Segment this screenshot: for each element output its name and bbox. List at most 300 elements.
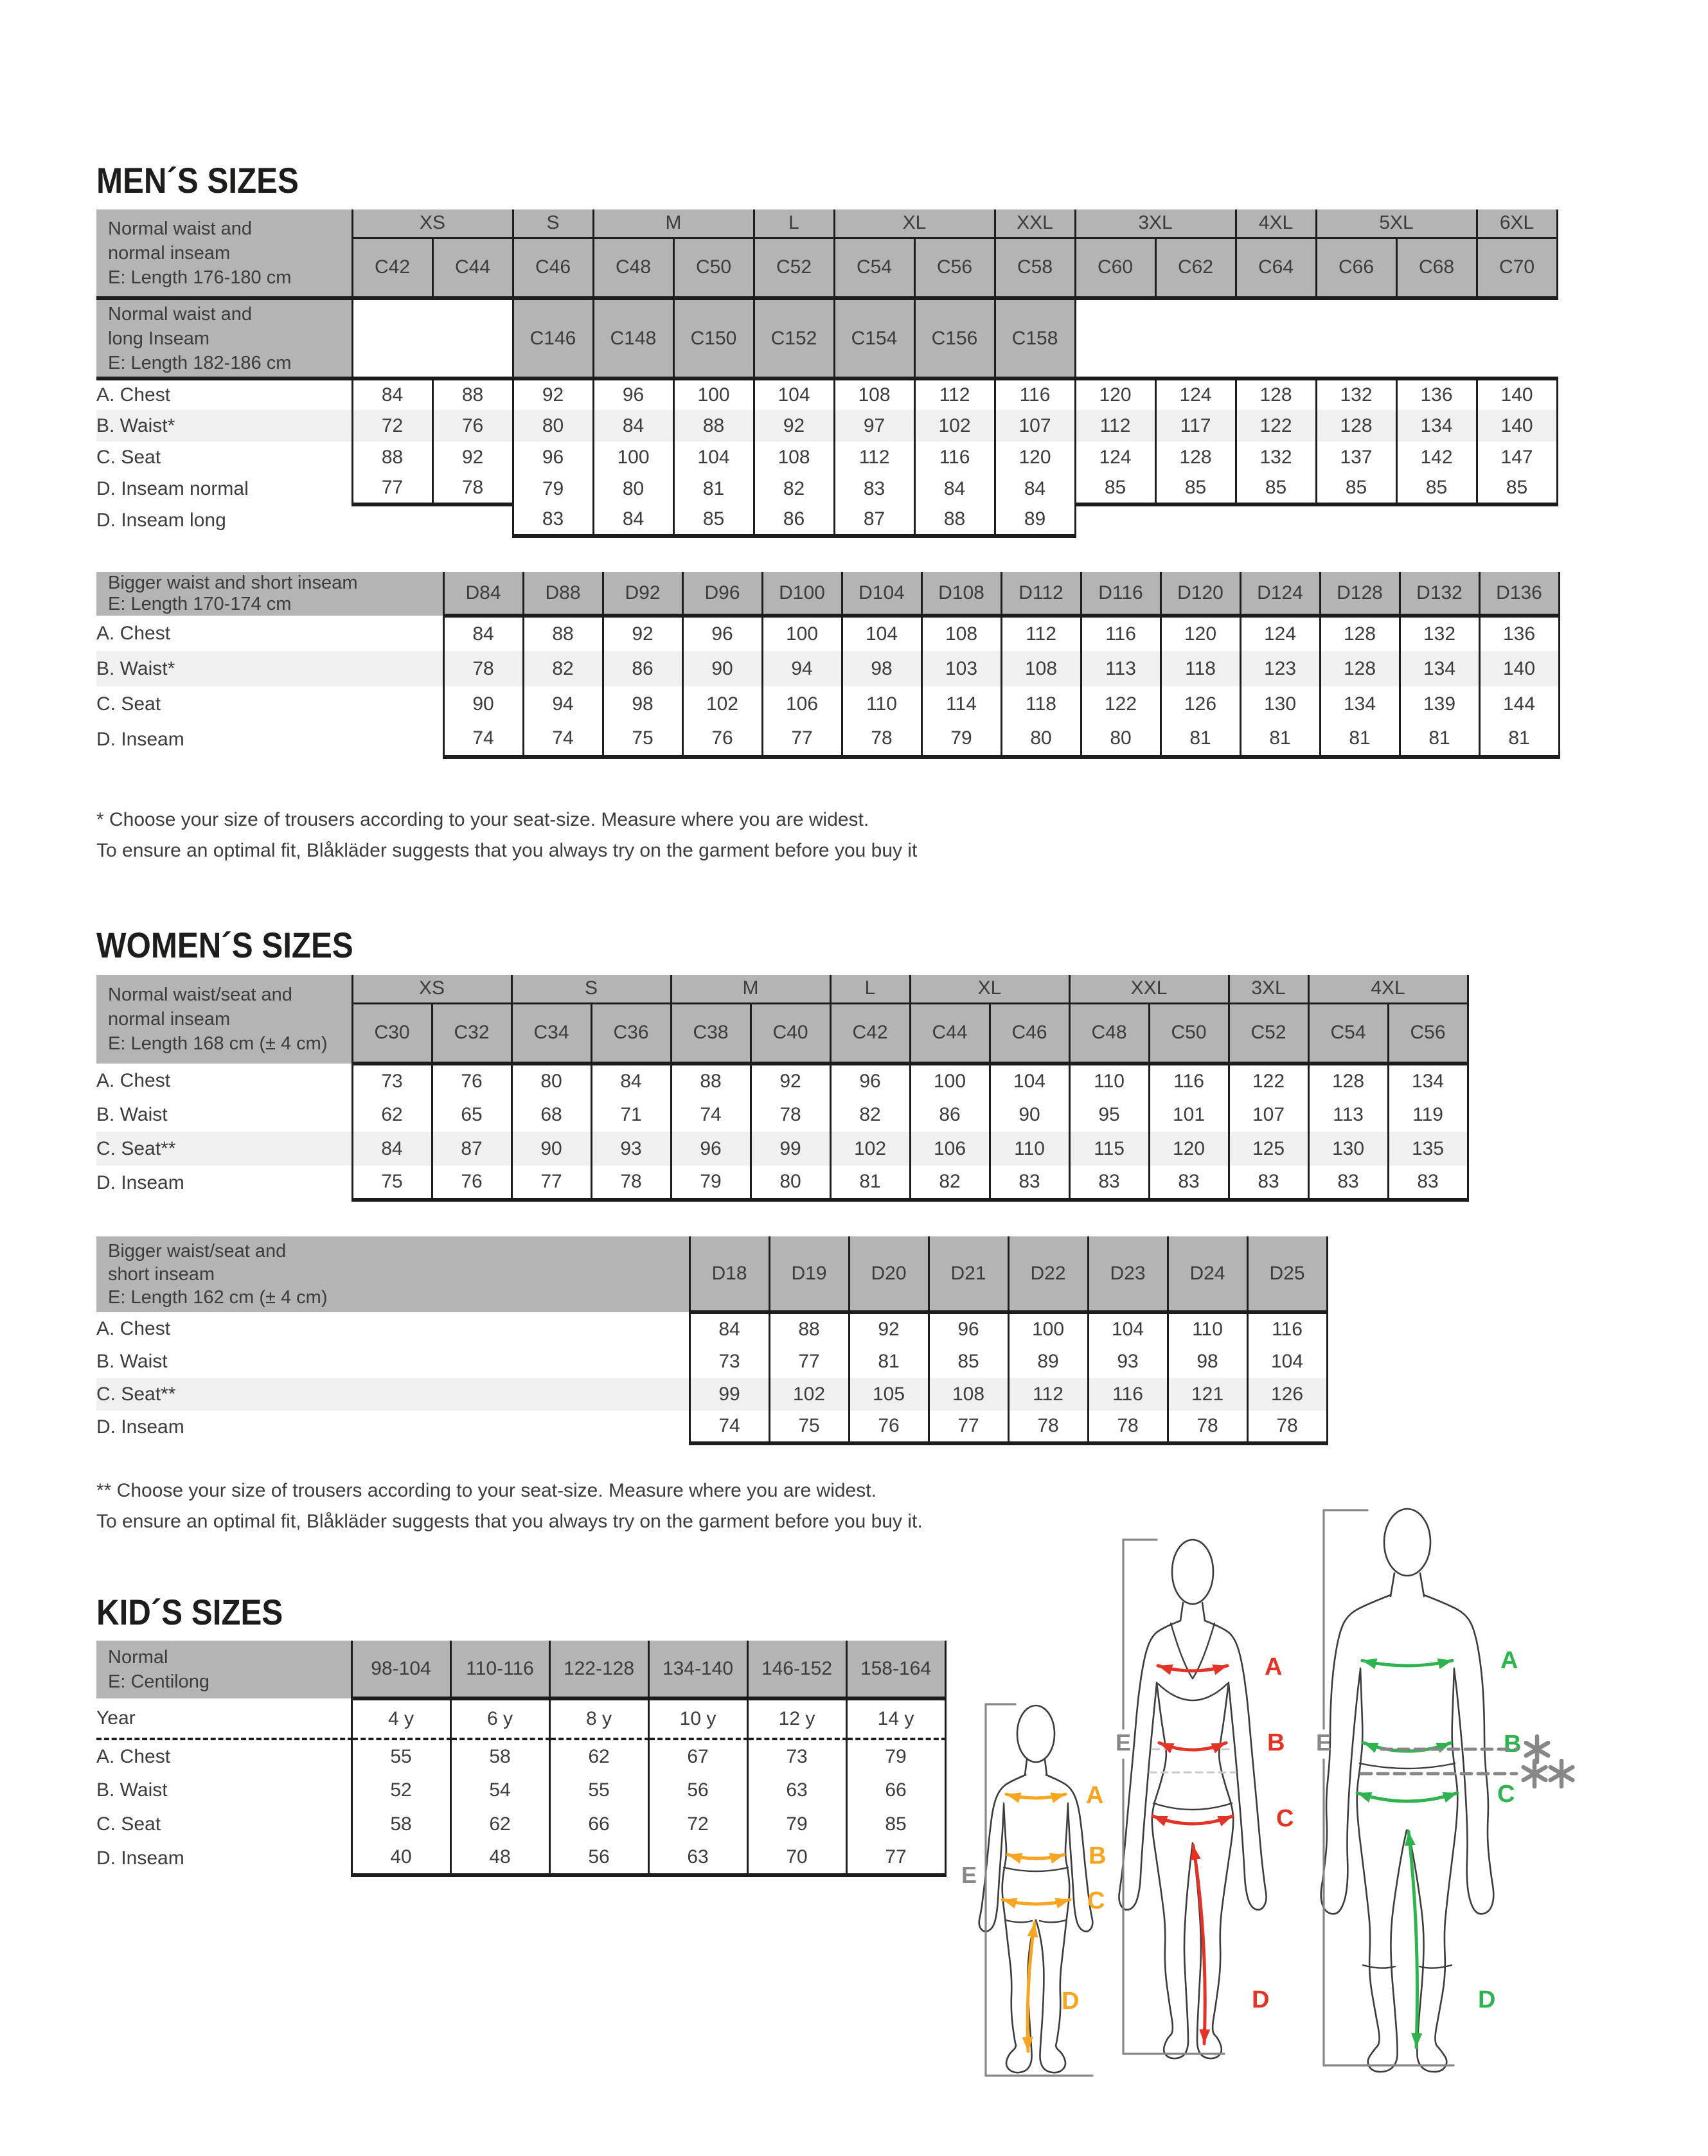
size-group-header: S: [513, 209, 593, 238]
value-cell: 67: [648, 1739, 747, 1773]
value-cell: 78: [1168, 1411, 1247, 1443]
table-description-label: Normal waist/seat and normal inseam E: Length 168 cm (± 4 cm): [96, 975, 352, 1064]
value-cell: 108: [1001, 651, 1081, 686]
value-cell: 78: [1247, 1411, 1327, 1443]
value-cell: 125: [1229, 1132, 1308, 1166]
value-cell: 98: [842, 651, 921, 686]
value-cell: 124: [1075, 441, 1155, 473]
value-cell: 76: [682, 722, 762, 757]
size-group-header: 4XL: [1236, 209, 1316, 238]
year-cell: 12 y: [747, 1698, 846, 1739]
value-cell: 80: [512, 1064, 591, 1098]
size-header: D22: [1008, 1236, 1088, 1312]
value-cell: 124: [1155, 379, 1236, 410]
value-cell: 128: [1316, 410, 1396, 441]
size-header: C52: [754, 238, 834, 298]
value-cell: 110: [990, 1132, 1069, 1166]
value-cell: 116: [1088, 1378, 1168, 1411]
size-group-header: M: [593, 209, 754, 238]
value-cell: 108: [834, 379, 914, 410]
value-cell: 116: [1081, 616, 1161, 651]
outline-path: [1391, 1573, 1394, 1596]
size-header: D120: [1161, 572, 1240, 616]
value-cell: 106: [910, 1132, 990, 1166]
value-cell: 110: [1069, 1064, 1149, 1098]
value-cell: 78: [1088, 1411, 1168, 1443]
value-cell: 88: [671, 1064, 751, 1098]
value-cell: 81: [1320, 722, 1400, 757]
arrowhead: [1212, 1664, 1227, 1675]
woman-label-b: B: [1267, 1729, 1285, 1756]
value-cell: 120: [995, 441, 1075, 473]
value-cell: 104: [1088, 1312, 1168, 1345]
mens-normal-size-table: [96, 209, 1558, 538]
size-header: D19: [769, 1236, 849, 1312]
value-cell: 140: [1477, 379, 1557, 410]
value-cell: 102: [914, 410, 995, 441]
value-cell: 120: [1149, 1132, 1229, 1166]
value-cell: 107: [1229, 1098, 1308, 1132]
size-header: D84: [443, 572, 523, 616]
value-cell: 100: [673, 379, 754, 410]
size-group-header: L: [830, 975, 910, 1003]
height-label-e: E: [1115, 1729, 1132, 1756]
value-cell: 77: [762, 722, 842, 757]
value-cell: 85: [1075, 473, 1155, 504]
kid-figure-head: [1017, 1706, 1054, 1762]
womens-normal-size-table: [96, 975, 1469, 1202]
table-description-label: Bigger waist and short inseam E: Length 170-174 cm: [96, 572, 443, 616]
year-cell: 14 y: [846, 1698, 945, 1739]
value-cell: 83: [1229, 1166, 1308, 1200]
value-cell: 78: [443, 651, 523, 686]
value-cell: 90: [682, 651, 762, 686]
man-figure-head: [1384, 1509, 1430, 1576]
size-header: C46: [990, 1003, 1069, 1064]
value-cell: 97: [834, 410, 914, 441]
value-cell: 132: [1316, 379, 1396, 410]
arrowhead: [1027, 1923, 1038, 1938]
value-cell: 74: [443, 722, 523, 757]
value-cell: 55: [351, 1739, 450, 1773]
size-header: D100: [762, 572, 842, 616]
value-cell: 124: [1240, 616, 1320, 651]
year-cell: 8 y: [549, 1698, 648, 1739]
value-cell: 77: [929, 1411, 1008, 1443]
value-cell: 66: [549, 1807, 648, 1841]
value-cell: 72: [352, 410, 432, 441]
value-cell: 85: [1316, 473, 1396, 504]
man-inseam-arrow: [1409, 1831, 1418, 2047]
value-cell: 99: [689, 1378, 769, 1411]
value-cell: 117: [1155, 410, 1236, 441]
womens-footnote-line2: To ensure an optimal fit, Blåkläder suggests that you always try on the garment before you buy it.: [96, 1511, 923, 1532]
value-cell: 92: [432, 441, 513, 473]
arrowhead: [1006, 1792, 1021, 1803]
value-cell: 108: [921, 616, 1001, 651]
value-cell: 76: [432, 1166, 512, 1200]
row-label: D. Inseam: [96, 1847, 184, 1869]
value-cell: 102: [830, 1132, 910, 1166]
value-cell: 87: [834, 504, 914, 536]
value-cell: 68: [512, 1098, 591, 1132]
outline-path: [1180, 1603, 1183, 1621]
value-cell: 73: [352, 1064, 432, 1098]
value-cell: 52: [351, 1773, 450, 1807]
womens-sizes-title: WOMEN´S SIZES: [96, 925, 353, 965]
size-group-header: XS: [352, 209, 513, 238]
value-cell: 126: [1161, 686, 1240, 722]
size-header: C54: [1308, 1003, 1388, 1064]
value-cell: 128: [1320, 616, 1400, 651]
value-cell: 84: [593, 410, 673, 441]
arrowhead: [1002, 1898, 1017, 1908]
size-group-header: XL: [910, 975, 1069, 1003]
arrowhead: [1364, 1743, 1379, 1753]
value-cell: 96: [830, 1064, 910, 1098]
value-cell: 140: [1477, 410, 1557, 441]
kid-label-a: A: [1086, 1782, 1104, 1809]
row-label: C. Seat**: [96, 1132, 352, 1166]
value-cell: 112: [1001, 616, 1081, 651]
empty-cell: [1075, 504, 1557, 536]
value-cell: 122: [1229, 1064, 1308, 1098]
woman-figure-body: [1193, 1682, 1233, 2058]
size-header: D25: [1247, 1236, 1327, 1312]
value-cell: 116: [995, 379, 1075, 410]
outline-path: [1025, 1760, 1027, 1775]
arrowhead: [1008, 1853, 1022, 1864]
value-cell: 78: [842, 722, 921, 757]
value-cell: 88: [432, 379, 513, 410]
value-cell: 79: [921, 722, 1001, 757]
size-header: 146-152: [747, 1641, 846, 1698]
value-cell: 90: [443, 686, 523, 722]
long-size-header: C154: [834, 298, 914, 379]
woman-figure-detail: [1153, 1803, 1232, 1810]
value-cell: 94: [523, 686, 603, 722]
size-header: C38: [671, 1003, 751, 1064]
kid-figure-detail: [1004, 1867, 1068, 1871]
value-cell: 96: [929, 1312, 1008, 1345]
size-header: 134-140: [648, 1641, 747, 1698]
value-cell: 134: [1396, 410, 1477, 441]
row-label: C. Seat: [96, 1813, 161, 1835]
value-cell: 116: [1149, 1064, 1229, 1098]
value-cell: 100: [1008, 1312, 1088, 1345]
value-cell: 98: [1168, 1345, 1247, 1378]
value-cell: 80: [1081, 722, 1161, 757]
table-description-label: Bigger waist/seat and short inseam E: Length 162 cm (± 4 cm): [96, 1236, 689, 1312]
value-cell: 115: [1069, 1132, 1149, 1166]
value-cell: 107: [995, 410, 1075, 441]
value-cell: 120: [1075, 379, 1155, 410]
value-cell: 82: [523, 651, 603, 686]
value-cell: 78: [1008, 1411, 1088, 1443]
size-header: 122-128: [549, 1641, 648, 1698]
kids-sizes-title: KID´S SIZES: [96, 1592, 283, 1632]
value-cell: 76: [849, 1411, 929, 1443]
value-cell: 104: [990, 1064, 1069, 1098]
size-table: [96, 209, 1558, 538]
value-cell: 86: [910, 1098, 990, 1132]
long-size-header: C158: [995, 298, 1075, 379]
value-cell: 80: [1001, 722, 1081, 757]
value-cell: 110: [842, 686, 921, 722]
value-cell: 112: [834, 441, 914, 473]
value-cell: 132: [1236, 441, 1316, 473]
value-cell: 81: [1240, 722, 1320, 757]
value-cell: 58: [351, 1807, 450, 1841]
outline-path: [1045, 1760, 1047, 1775]
value-cell: 134: [1400, 651, 1479, 686]
kid-figure-body: [1036, 1803, 1069, 2072]
size-header: 98-104: [351, 1641, 450, 1698]
value-cell: 56: [648, 1773, 747, 1807]
value-cell: 136: [1396, 379, 1477, 410]
height-label-e: E: [961, 1862, 977, 1888]
value-cell: 48: [450, 1841, 549, 1875]
size-header: D21: [929, 1236, 1008, 1312]
value-cell: 147: [1477, 441, 1557, 473]
value-cell: 104: [673, 441, 754, 473]
mens-footnote-line2: To ensure an optimal fit, Blåkläder suggests that you always try on the garment before you buy it: [96, 840, 918, 861]
size-group-header: S: [512, 975, 671, 1003]
height-label-e: E: [1315, 1729, 1332, 1756]
value-cell: 93: [1088, 1345, 1168, 1378]
value-cell: 84: [689, 1312, 769, 1345]
empty-cell: [352, 504, 513, 536]
woman-figure-detail: [1158, 1684, 1227, 1700]
value-cell: 85: [846, 1807, 945, 1841]
size-header: C60: [1075, 238, 1155, 298]
woman-figure-head: [1172, 1540, 1213, 1604]
size-group-header: 4XL: [1308, 975, 1468, 1003]
size-header: D112: [1001, 572, 1081, 616]
man-label-a: A: [1500, 1647, 1518, 1674]
value-cell: 80: [751, 1166, 830, 1200]
value-cell: 74: [671, 1098, 751, 1132]
long-size-header: C156: [914, 298, 995, 379]
value-cell: 100: [762, 616, 842, 651]
value-cell: 79: [513, 473, 593, 504]
arrowhead: [1411, 2033, 1422, 2047]
row-label: B. Waist: [96, 1779, 168, 1801]
empty-cell: [352, 298, 513, 379]
value-cell: 84: [591, 1064, 671, 1098]
value-cell: 75: [769, 1411, 849, 1443]
woman-label-a: A: [1265, 1653, 1283, 1680]
value-cell: 65: [432, 1098, 512, 1132]
value-cell: 96: [671, 1132, 751, 1166]
man-figure-arm: [1424, 1595, 1493, 1914]
row-label: A. Chest: [96, 1069, 171, 1091]
value-cell: 81: [1161, 722, 1240, 757]
value-cell: 135: [1388, 1132, 1468, 1166]
value-cell: 90: [990, 1098, 1069, 1132]
size-header: C32: [432, 1003, 512, 1064]
size-header: C42: [830, 1003, 910, 1064]
value-cell: 137: [1316, 441, 1396, 473]
size-group-header: L: [754, 209, 834, 238]
value-cell: 100: [910, 1064, 990, 1098]
value-cell: 112: [1075, 410, 1155, 441]
woman-label-c: C: [1276, 1805, 1294, 1832]
row-label: D. Inseam long: [96, 509, 226, 531]
kid-figure-detail: [1006, 1920, 1032, 1922]
value-cell: 113: [1308, 1098, 1388, 1132]
value-cell: 112: [914, 379, 995, 410]
size-group-header: XS: [352, 975, 512, 1003]
value-cell: 79: [671, 1166, 751, 1200]
size-header: C40: [751, 1003, 830, 1064]
size-group-header: XL: [834, 209, 995, 238]
value-cell: 84: [593, 504, 673, 536]
value-cell: 82: [754, 473, 834, 504]
value-cell: 83: [990, 1166, 1069, 1200]
value-cell: 86: [603, 651, 682, 686]
size-header: 158-164: [846, 1641, 945, 1698]
row-label: D. Inseam: [96, 1172, 184, 1193]
value-cell: 100: [593, 441, 673, 473]
arrowhead: [1357, 1792, 1373, 1803]
size-header: D24: [1168, 1236, 1247, 1312]
size-header: D23: [1088, 1236, 1168, 1312]
value-cell: 73: [747, 1739, 846, 1773]
size-group-header: 3XL: [1229, 975, 1308, 1003]
size-header: 110-116: [450, 1641, 549, 1698]
value-cell: 63: [648, 1841, 747, 1875]
value-cell: 94: [762, 651, 842, 686]
value-cell: 102: [682, 686, 762, 722]
size-header: D136: [1479, 572, 1559, 616]
value-cell: 63: [747, 1773, 846, 1807]
woman-label-d: D: [1252, 1986, 1270, 2013]
measurement-figures-illustration: [919, 1497, 1639, 2156]
value-cell: 82: [910, 1166, 990, 1200]
man-label-b: B: [1504, 1731, 1522, 1758]
value-cell: 88: [914, 504, 995, 536]
value-cell: 128: [1308, 1064, 1388, 1098]
year-cell: 4 y: [351, 1698, 450, 1739]
man-figure-body: [1408, 1668, 1457, 2072]
value-cell: 85: [673, 504, 754, 536]
row-label: C. Seat**: [96, 1378, 689, 1411]
row-label: A. Chest: [96, 384, 171, 405]
value-cell: 55: [549, 1773, 648, 1807]
row-label: D. Inseam: [96, 1416, 184, 1438]
size-header: C64: [1236, 238, 1316, 298]
size-header: C50: [1149, 1003, 1229, 1064]
row-label: B. Waist: [96, 1103, 168, 1125]
size-group-header: XXL: [995, 209, 1075, 238]
value-cell: 128: [1236, 379, 1316, 410]
row-label: C. Seat: [96, 693, 161, 715]
value-cell: 82: [830, 1098, 910, 1132]
value-cell: 88: [769, 1312, 849, 1345]
value-cell: 80: [593, 473, 673, 504]
value-cell: 66: [846, 1773, 945, 1807]
value-cell: 128: [1320, 651, 1400, 686]
mens-sizes-title: MEN´S SIZES: [96, 160, 299, 200]
row-label: B. Waist*: [96, 410, 352, 441]
mens-bigger-size-table: [96, 572, 1560, 759]
value-cell: 89: [995, 504, 1075, 536]
arrowhead: [1199, 2029, 1210, 2044]
value-cell: 85: [1236, 473, 1316, 504]
value-cell: 95: [1069, 1098, 1149, 1132]
row-label: B. Waist: [96, 1350, 168, 1372]
value-cell: 99: [751, 1132, 830, 1166]
value-cell: 104: [1247, 1345, 1327, 1378]
value-cell: 54: [450, 1773, 549, 1807]
size-header: D128: [1320, 572, 1400, 616]
value-cell: 112: [1008, 1378, 1088, 1411]
table-description-label: Normal waist and long Inseam E: Length 182-186 cm: [96, 298, 352, 379]
value-cell: 88: [673, 410, 754, 441]
row-label: Year: [96, 1698, 351, 1739]
size-header: C44: [432, 238, 513, 298]
value-cell: 83: [1069, 1166, 1149, 1200]
outline-path: [1202, 1603, 1205, 1621]
value-cell: 123: [1240, 651, 1320, 686]
kid-label-c: C: [1087, 1887, 1105, 1914]
value-cell: 126: [1247, 1378, 1327, 1411]
value-cell: 119: [1388, 1098, 1468, 1132]
value-cell: 83: [834, 473, 914, 504]
row-label: B. Waist*: [96, 651, 443, 686]
value-cell: 134: [1320, 686, 1400, 722]
size-header: D124: [1240, 572, 1320, 616]
size-header: C50: [673, 238, 754, 298]
value-cell: 77: [512, 1166, 591, 1200]
value-cell: 85: [1396, 473, 1477, 504]
man-figure-detail: [1360, 1763, 1455, 1768]
value-cell: 80: [513, 410, 593, 441]
long-size-header: C150: [673, 298, 754, 379]
mens-footnote-line1: * Choose your size of trousers according to your seat-size. Measure where you are widest.: [96, 809, 869, 830]
value-cell: 79: [846, 1739, 945, 1773]
value-cell: 132: [1400, 616, 1479, 651]
value-cell: 76: [432, 1064, 512, 1098]
man-figure-detail: [1419, 1965, 1452, 1968]
row-label: A. Chest: [96, 1745, 171, 1767]
value-cell: 140: [1479, 651, 1559, 686]
size-header: C68: [1396, 238, 1477, 298]
value-cell: 83: [1308, 1166, 1388, 1200]
size-table: [96, 572, 1560, 759]
size-header: C54: [834, 238, 914, 298]
size-table: [96, 975, 1469, 1202]
value-cell: 105: [849, 1378, 929, 1411]
value-cell: 96: [593, 379, 673, 410]
table-description-label: Normal waist and normal inseam E: Length 176-180 cm: [96, 209, 352, 298]
size-header: D108: [921, 572, 1001, 616]
value-cell: 75: [603, 722, 682, 757]
value-cell: 128: [1155, 441, 1236, 473]
value-cell: 110: [1168, 1312, 1247, 1345]
value-cell: 85: [1155, 473, 1236, 504]
value-cell: 136: [1479, 616, 1559, 651]
empty-cell: [1075, 298, 1557, 379]
size-header: D104: [842, 572, 921, 616]
value-cell: 92: [849, 1312, 929, 1345]
value-cell: 144: [1479, 686, 1559, 722]
long-size-header: C148: [593, 298, 673, 379]
value-cell: 72: [648, 1807, 747, 1841]
value-cell: 113: [1081, 651, 1161, 686]
value-cell: 81: [673, 473, 754, 504]
